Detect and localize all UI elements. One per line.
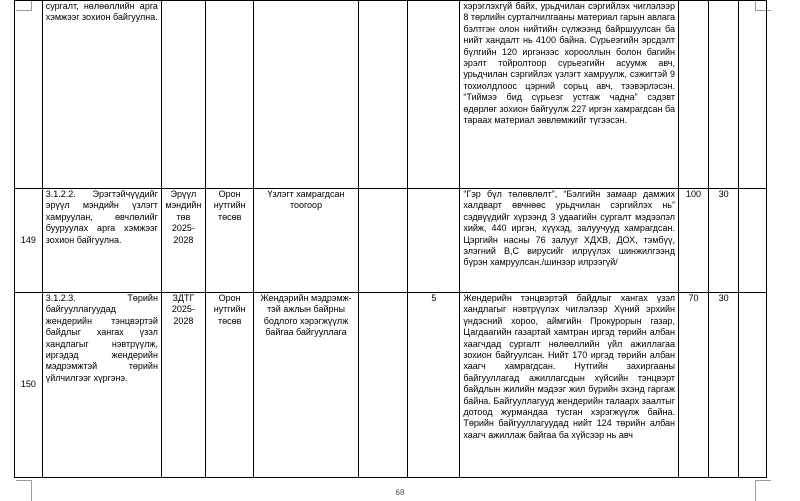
- score-cell: 70: [679, 293, 709, 478]
- score-cell: 30: [709, 293, 739, 478]
- page-number: 68: [395, 488, 405, 497]
- empty-cell: [739, 1, 767, 189]
- funding-cell: Орон нутгийн төсөв: [205, 293, 254, 478]
- score-cell: [709, 1, 739, 189]
- row-number: 150: [15, 293, 43, 478]
- indicator-cell: Үзлэгт хамрагдсан тоогоор: [254, 189, 358, 293]
- score-cell: 100: [679, 189, 709, 293]
- action-plan-table: [14, 0, 767, 478]
- organization-cell: Эрүүл мэндийн төв 2025-2028: [161, 189, 205, 293]
- crop-mark: [16, 480, 32, 481]
- baseline-cell: [358, 293, 408, 478]
- target-cell: [408, 1, 460, 189]
- row-number: 149: [15, 189, 43, 293]
- funding-cell: Орон нутгийн төсөв: [205, 189, 254, 293]
- organization-cell: [161, 1, 205, 189]
- baseline-cell: [358, 1, 408, 189]
- activity-cell: 3.1.2.2. Эрэгтэйчүүдийг эрүүл мэндийн үзлэгт хамруулан, өвчлөлийг бууруулах арга хэмжээг зохион байгуулна.: [42, 189, 161, 293]
- crop-mark: [755, 480, 771, 481]
- empty-cell: [739, 293, 767, 478]
- indicator-cell: Жендэрийн мэдрэмж-тэй ажлын байрны бодлого хэрэгжүүлж байгаа байгууллага: [254, 293, 358, 478]
- performance-cell: хэрэглэхгүй байх, урьдчилан сэргийлэх чиглэлээр 8 төрлийн сурталчилгааны материал гарын авлага бэлтгэн олон нийтийн сүлжээнд байршуулсан ба нийт хандалт нь 4100 байна. Сүрьеэгийн эрсдэлт бүлгийн 120 иргэнээс хорооллын болон багийн эрэлт тойролтоор сүрьеэгийн асуумж авч, урьдчилан сэргийлэх үзлэгт хамруулж, сэжигтэй 9 тохиолдлоос цэрний сорьц авч, тээвэрлэсэн. “Тиймээ бид сүрьеэг устгаж чадна” сэдэвт өдөрлөг зохион байгуулж 227 иргэн хамрагдсан ба тараах материал зөвлөмжийг түгээсэн.: [460, 1, 679, 189]
- performance-cell: Жендерийн тэнцвэртэй байдлыг хангах үзэл хандлагыг нэвтрүүлэх чиглэлээр Хүний эрхийн үндэсний хороо, аймгийн Прокурорын газар, Цагдаагийн газартай хамтран иргэд төрийн албан хаагчдад сургалт нөлөөллийн үйл ажиллагаа зохион байгуулсан. Нийт 170 иргэд төрийн албан хаагч хамрагдсан. Нутгийн захиргааны байгууллагад ажиллагсдын хүйсийн тэнцвэрт байдлын жилийн мэдээг жил бүрийн эхэнд гаргаж байна. Байгууллагууд жендерийн талаарх заалтыг дотоод журмандаа тусган хэрэгжүүлж байна. Төрийн байгууллагуудад нийт 124 төрийн албан хаагч ажиллаж байгаа ба хүйсээр нь авч: [460, 293, 679, 478]
- target-cell: 5: [408, 293, 460, 478]
- table-row: [15, 189, 767, 293]
- table-row: [15, 293, 767, 478]
- performance-cell: “Гэр бүл төлөвлөлт”, “Бэлгийн замаар дамжих халдварт өвчнөөс урьдчилан сэргийлэх нь” сэдвүүдийг хүрээнд 3 удаагийн сургалт мэдээлэл хийж, 440 иргэн, хүүхэд, залуучууд хамрагдсан. Цэргийн насны 76 залууг ХДХВ, ДОХ, тэмбүү, элэгний В,С вирусийг илрүүлэх шинжилгээнд бүрэн хамруулсан./шинээр илрээгүй/: [460, 189, 679, 293]
- score-cell: 30: [709, 189, 739, 293]
- target-cell: [408, 189, 460, 293]
- table-row: [15, 1, 767, 189]
- organization-cell: ЗДТГ 2025-2028: [161, 293, 205, 478]
- baseline-cell: [358, 189, 408, 293]
- funding-cell: [205, 1, 254, 189]
- empty-cell: [739, 189, 767, 293]
- score-cell: [679, 1, 709, 189]
- activity-cell: 3.1.2.3. Төрийн байгууллагуудад жендерийн тэнцвэртэй байдлыг хангах үзэл хандлагыг нэвтрүүлж, иргэдэд жендерийн мэдрэмжтэй төрийн үйлчилгээг хүргэнэ.: [42, 293, 161, 478]
- activity-cell: сургалт, нөлөөллийн арга хэмжээг зохион байгуулна.: [42, 1, 161, 189]
- indicator-cell: [254, 1, 358, 189]
- row-number: [15, 1, 43, 189]
